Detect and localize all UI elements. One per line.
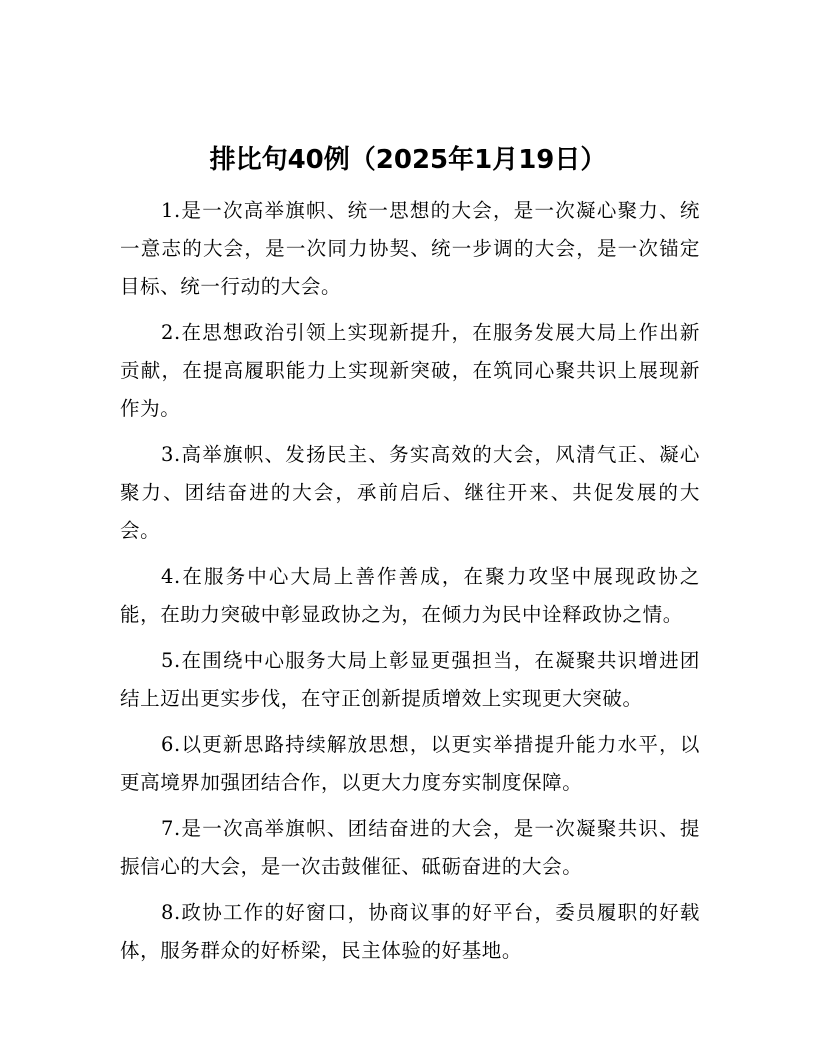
document-title: 排比句40例（2025年1月19日） bbox=[209, 145, 607, 175]
document-body bbox=[120, 192, 700, 978]
paragraph-8: 8.政协工作的好窗口，协商议事的好平台，委员履职的好载体，服务群众的好桥梁，民主体验的好基地。 bbox=[120, 901, 700, 962]
paragraph-6: 6.以更新思路持续解放思想，以更实举措提升能力水平，以更高境界加强团结合作，以更大力度夯实制度保障。 bbox=[120, 733, 700, 794]
paragraph-3: 3.高举旗帜、发扬民主、务实高效的大会，风清气正、凝心聚力、团结奋进的大会，承前启后、继往开来、共促发展的大会。 bbox=[120, 443, 700, 542]
paragraph-7: 7.是一次高举旗帜、团结奋进的大会，是一次凝聚共识、提振信心的大会，是一次击鼓催征、砥砺奋进的大会。 bbox=[120, 817, 700, 878]
paragraph-1: 1.是一次高举旗帜、统一思想的大会，是一次凝心聚力、统一意志的大会，是一次同力协契、统一步调的大会，是一次锚定目标、统一行动的大会。 bbox=[120, 199, 700, 298]
paragraph-5: 5.在围绕中心服务大局上彰显更强担当，在凝聚共识增进团结上迈出更实步伐，在守正创新提质增效上实现更大突破。 bbox=[120, 649, 700, 710]
paragraph-4: 4.在服务中心大局上善作善成，在聚力攻坚中展现政协之能，在助力突破中彰显政协之为，在倾力为民中诠释政协之情。 bbox=[120, 565, 700, 626]
paragraph-2: 2.在思想政治引领上实现新提升，在服务发展大局上作出新贡献，在提高履职能力上实现新突破，在筑同心聚共识上展现新作为。 bbox=[120, 321, 700, 420]
